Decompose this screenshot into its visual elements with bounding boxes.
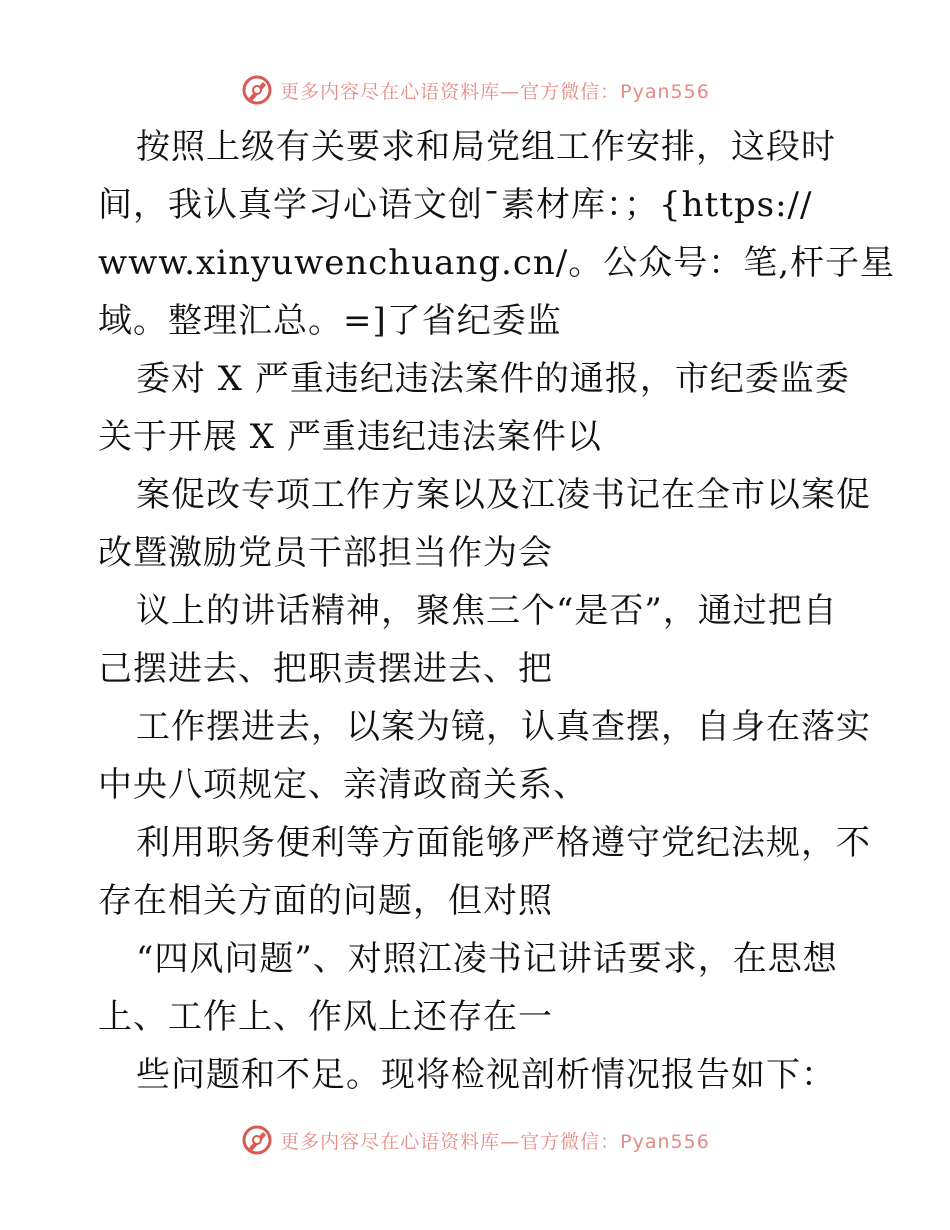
paragraph-line-17: 些问题和不足。现将检视剖析情况报告如下： xyxy=(136,1055,836,1095)
paragraph-line-4: 域。整理汇总。=]了省纪委监 xyxy=(98,301,562,341)
paragraph-line-8: 改暨激励党员干部担当作为会 xyxy=(98,533,553,573)
paragraph-line-2: 间，我认真学习心语文创¯素材库：；{https:// xyxy=(98,185,813,225)
paragraph-line-9: 议上的讲话精神，聚焦三个“是否”，通过把自 xyxy=(136,591,838,631)
paragraph-line-10: 己摆进去、把职责摆进去、把 xyxy=(98,649,553,689)
paragraph-line-15: “四风问题”、对照江凌书记讲话要求，在思想 xyxy=(136,939,838,979)
footer-banner xyxy=(0,1120,950,1160)
pen-seal-logo-icon xyxy=(240,73,274,107)
paragraph-line-3: www.xinyuwenchuang.cn/。公众号：笔,杆子星 xyxy=(98,243,896,283)
paragraph-line-6: 关于开展 X 严重违纪违法案件以 xyxy=(98,417,602,457)
paragraph-line-7: 案促改专项工作方案以及江凌书记在全市以案促 xyxy=(136,475,871,515)
paragraph-line-11: 工作摆进去，以案为镜，认真查摆，自身在落实 xyxy=(136,707,871,747)
paragraph-line-12: 中央八项规定、亲清政商关系、 xyxy=(98,765,588,805)
paragraph-line-14: 存在相关方面的问题，但对照 xyxy=(98,881,553,921)
footer-banner-text: 更多内容尽在心语资料库—官方微信：Pyan556 xyxy=(280,1130,710,1153)
paragraph-line-5: 委对 X 严重违纪违法案件的通报，市纪委监委 xyxy=(136,359,850,399)
header-banner-text: 更多内容尽在心语资料库—官方微信：Pyan556 xyxy=(280,80,710,103)
paragraph-line-16: 上、工作上、作风上还存在一 xyxy=(98,997,553,1037)
header-banner xyxy=(0,70,950,110)
paragraph-line-1: 按照上级有关要求和局党组工作安排，这段时 xyxy=(136,127,836,167)
document-body xyxy=(98,118,896,1104)
paragraph-line-13: 利用职务便利等方面能够严格遵守党纪法规，不 xyxy=(136,823,871,863)
pen-seal-logo-icon xyxy=(240,1123,274,1157)
